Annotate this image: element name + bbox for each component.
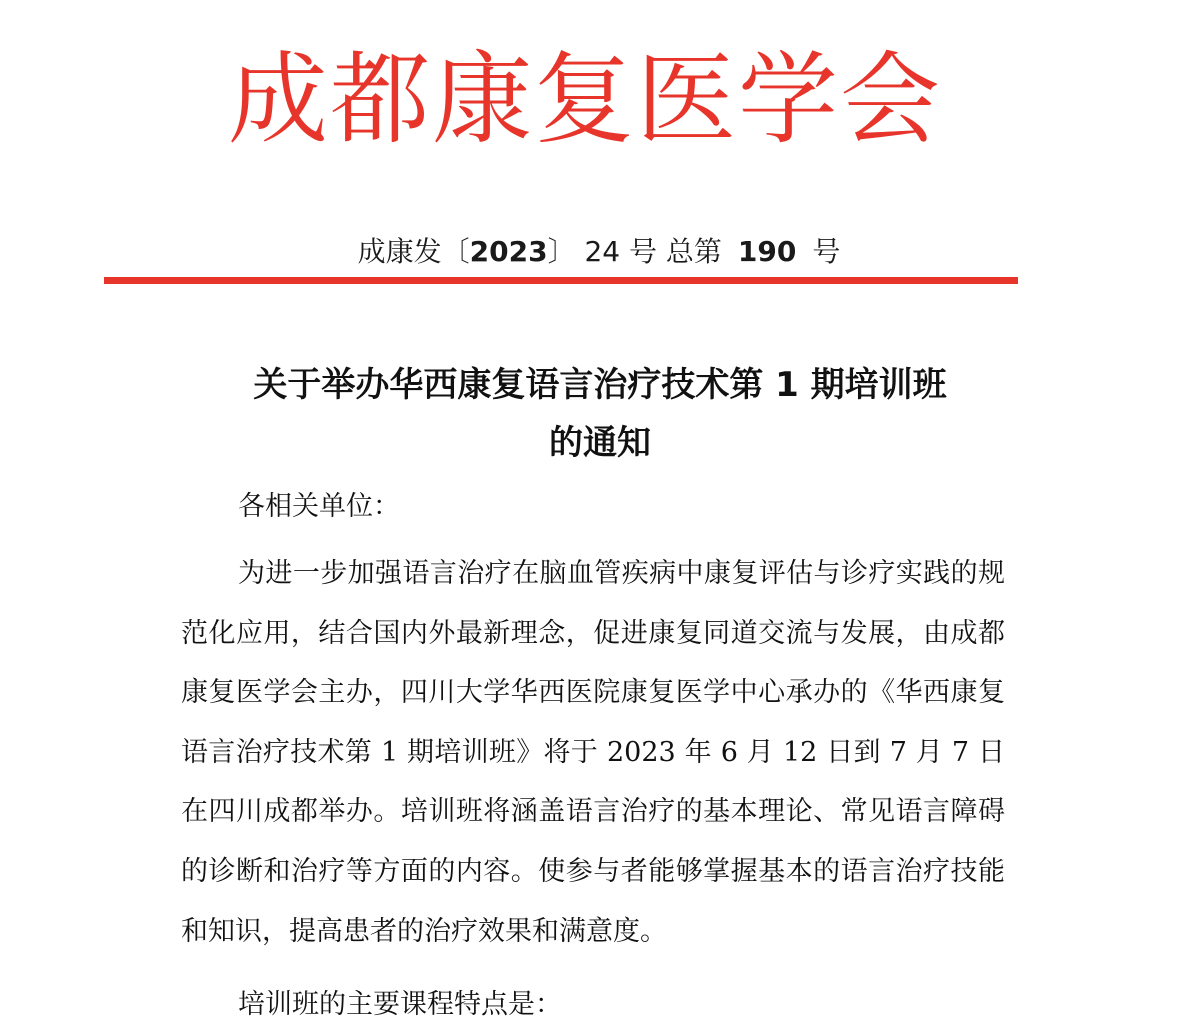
- addressee: 各相关单位：: [238, 491, 400, 522]
- doc-number-middle: 〕 24 号 总第: [547, 235, 722, 268]
- document-number: [0, 232, 1198, 272]
- organization-letterhead: 成都康复医学会: [228, 41, 942, 158]
- doc-number-prefix: 成康发〔: [357, 235, 470, 268]
- body-paragraph-1: 为进一步加强语言治疗在脑血管疾病中康复评估与诊疗实践的规范化应用，结合国内外最新理念，促进康复同道交流与发展，由成都康复医学会主办，四川大学华西医院康复医学中心承办的《华西康复语言治疗技术第 1 期培训班》将于 2023 年 6 月 12 日到 7 月 7 日在四川成都举办。培训班将涵盖语言治疗的基本理论、常见语言障碍的诊断和治疗等方面的内容。使参与者能够掌握基本的语言治疗技能和知识，提高患者的治疗效果和满意度。: [181, 558, 1005, 947]
- red-divider-line: [104, 277, 1018, 284]
- body-paragraph-2-partial: 培训班的主要课程特点是：: [238, 989, 562, 1020]
- notice-title-line-2: 的通知: [549, 423, 651, 463]
- doc-number-suffix: 号: [812, 235, 841, 268]
- doc-number-total: 190: [737, 235, 797, 268]
- notice-title: [200, 356, 1000, 472]
- doc-number-year: 2023: [469, 235, 548, 268]
- notice-title-line-1: 关于举办华西康复语言治疗技术第 1 期培训班: [253, 365, 947, 405]
